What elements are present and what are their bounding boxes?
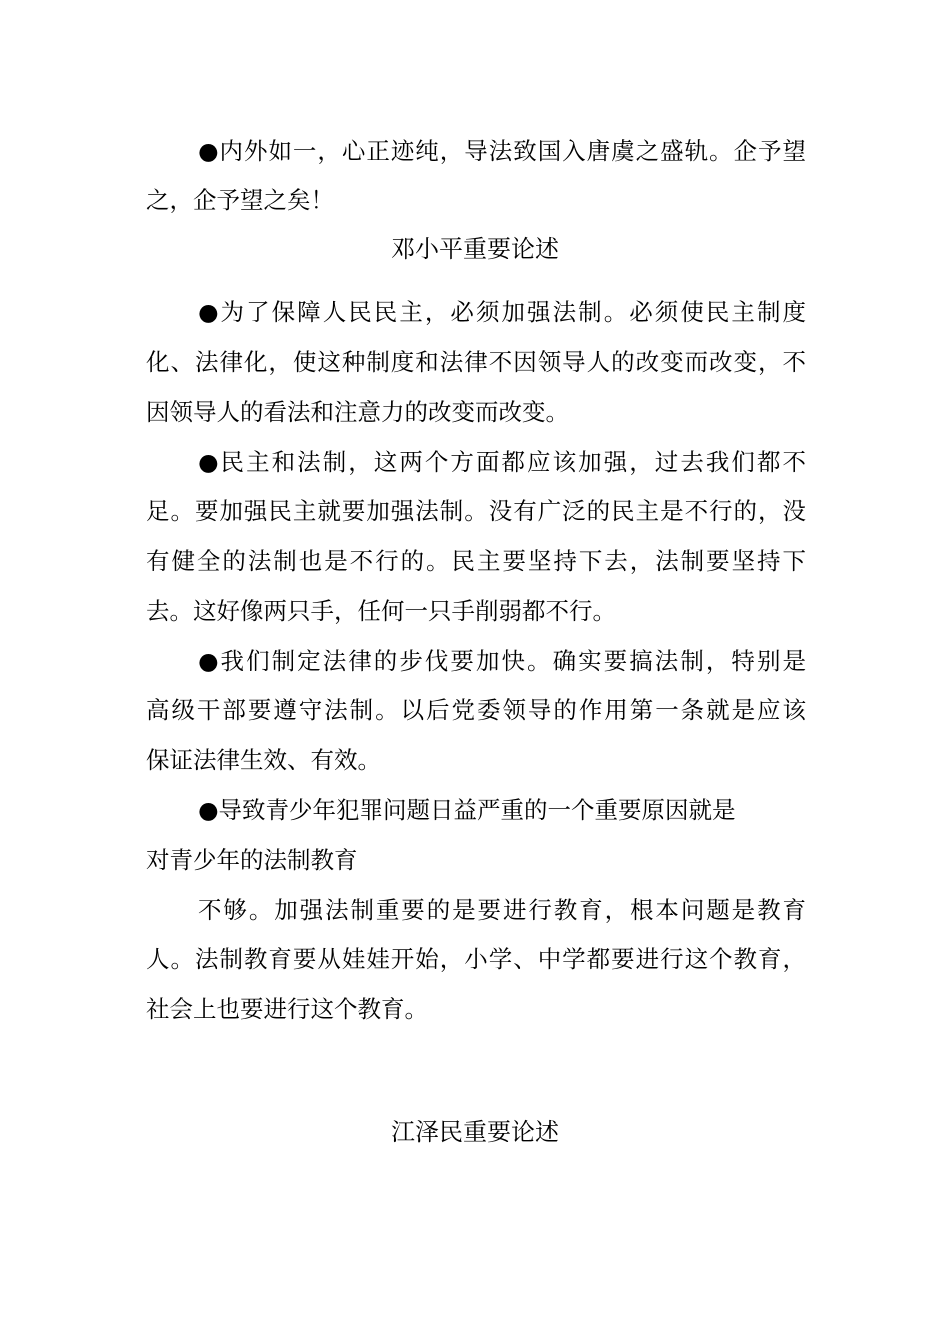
text-line: 因领导人的看法和注意力的改变而改变。 bbox=[146, 398, 569, 426]
section-heading: 邓小平重要论述 bbox=[391, 235, 559, 263]
text-line: 不够。加强法制重要的是要进行教育，根本问题是教育 bbox=[198, 896, 806, 924]
text-line: 社会上也要进行这个教育。 bbox=[146, 995, 428, 1023]
section-heading: 江泽民重要论述 bbox=[391, 1118, 559, 1146]
text-line: 高级干部要遵守法制。以后党委领导的作用第一条就是应该 bbox=[146, 696, 806, 724]
text-line: 足。要加强民主就要加强法制。没有广泛的民主是不行的，没 bbox=[146, 497, 806, 525]
text-line: 对青少年的法制教育 bbox=[146, 846, 358, 874]
text-line: ●为了保障人民民主，必须加强法制。必须使民主制度 bbox=[198, 298, 806, 326]
text-line: 去。这好像两只手，任何一只手削弱都不行。 bbox=[146, 597, 616, 625]
text-line: 保证法律生效、有效。 bbox=[146, 746, 381, 774]
text-line: 化、法律化，使这种制度和法律不因领导人的改变而改变，不 bbox=[146, 348, 806, 376]
text-line: 人。法制教育要从娃娃开始，小学、中学都要进行这个教育， bbox=[146, 945, 806, 973]
text-line: ●我们制定法律的步伐要加快。确实要搞法制，特别是 bbox=[198, 647, 806, 675]
text-line: ●内外如一，心正迹纯，导法致国入唐虞之盛轨。企予望 bbox=[198, 137, 806, 165]
text-line: 之，企予望之矣！ bbox=[146, 186, 334, 214]
text-line: 有健全的法制也是不行的。民主要坚持下去，法制要坚持下 bbox=[146, 547, 806, 575]
text-line: ●导致青少年犯罪问题日益严重的一个重要原因就是 bbox=[198, 796, 736, 824]
text-line: ●民主和法制，这两个方面都应该加强，过去我们都不 bbox=[198, 448, 806, 476]
